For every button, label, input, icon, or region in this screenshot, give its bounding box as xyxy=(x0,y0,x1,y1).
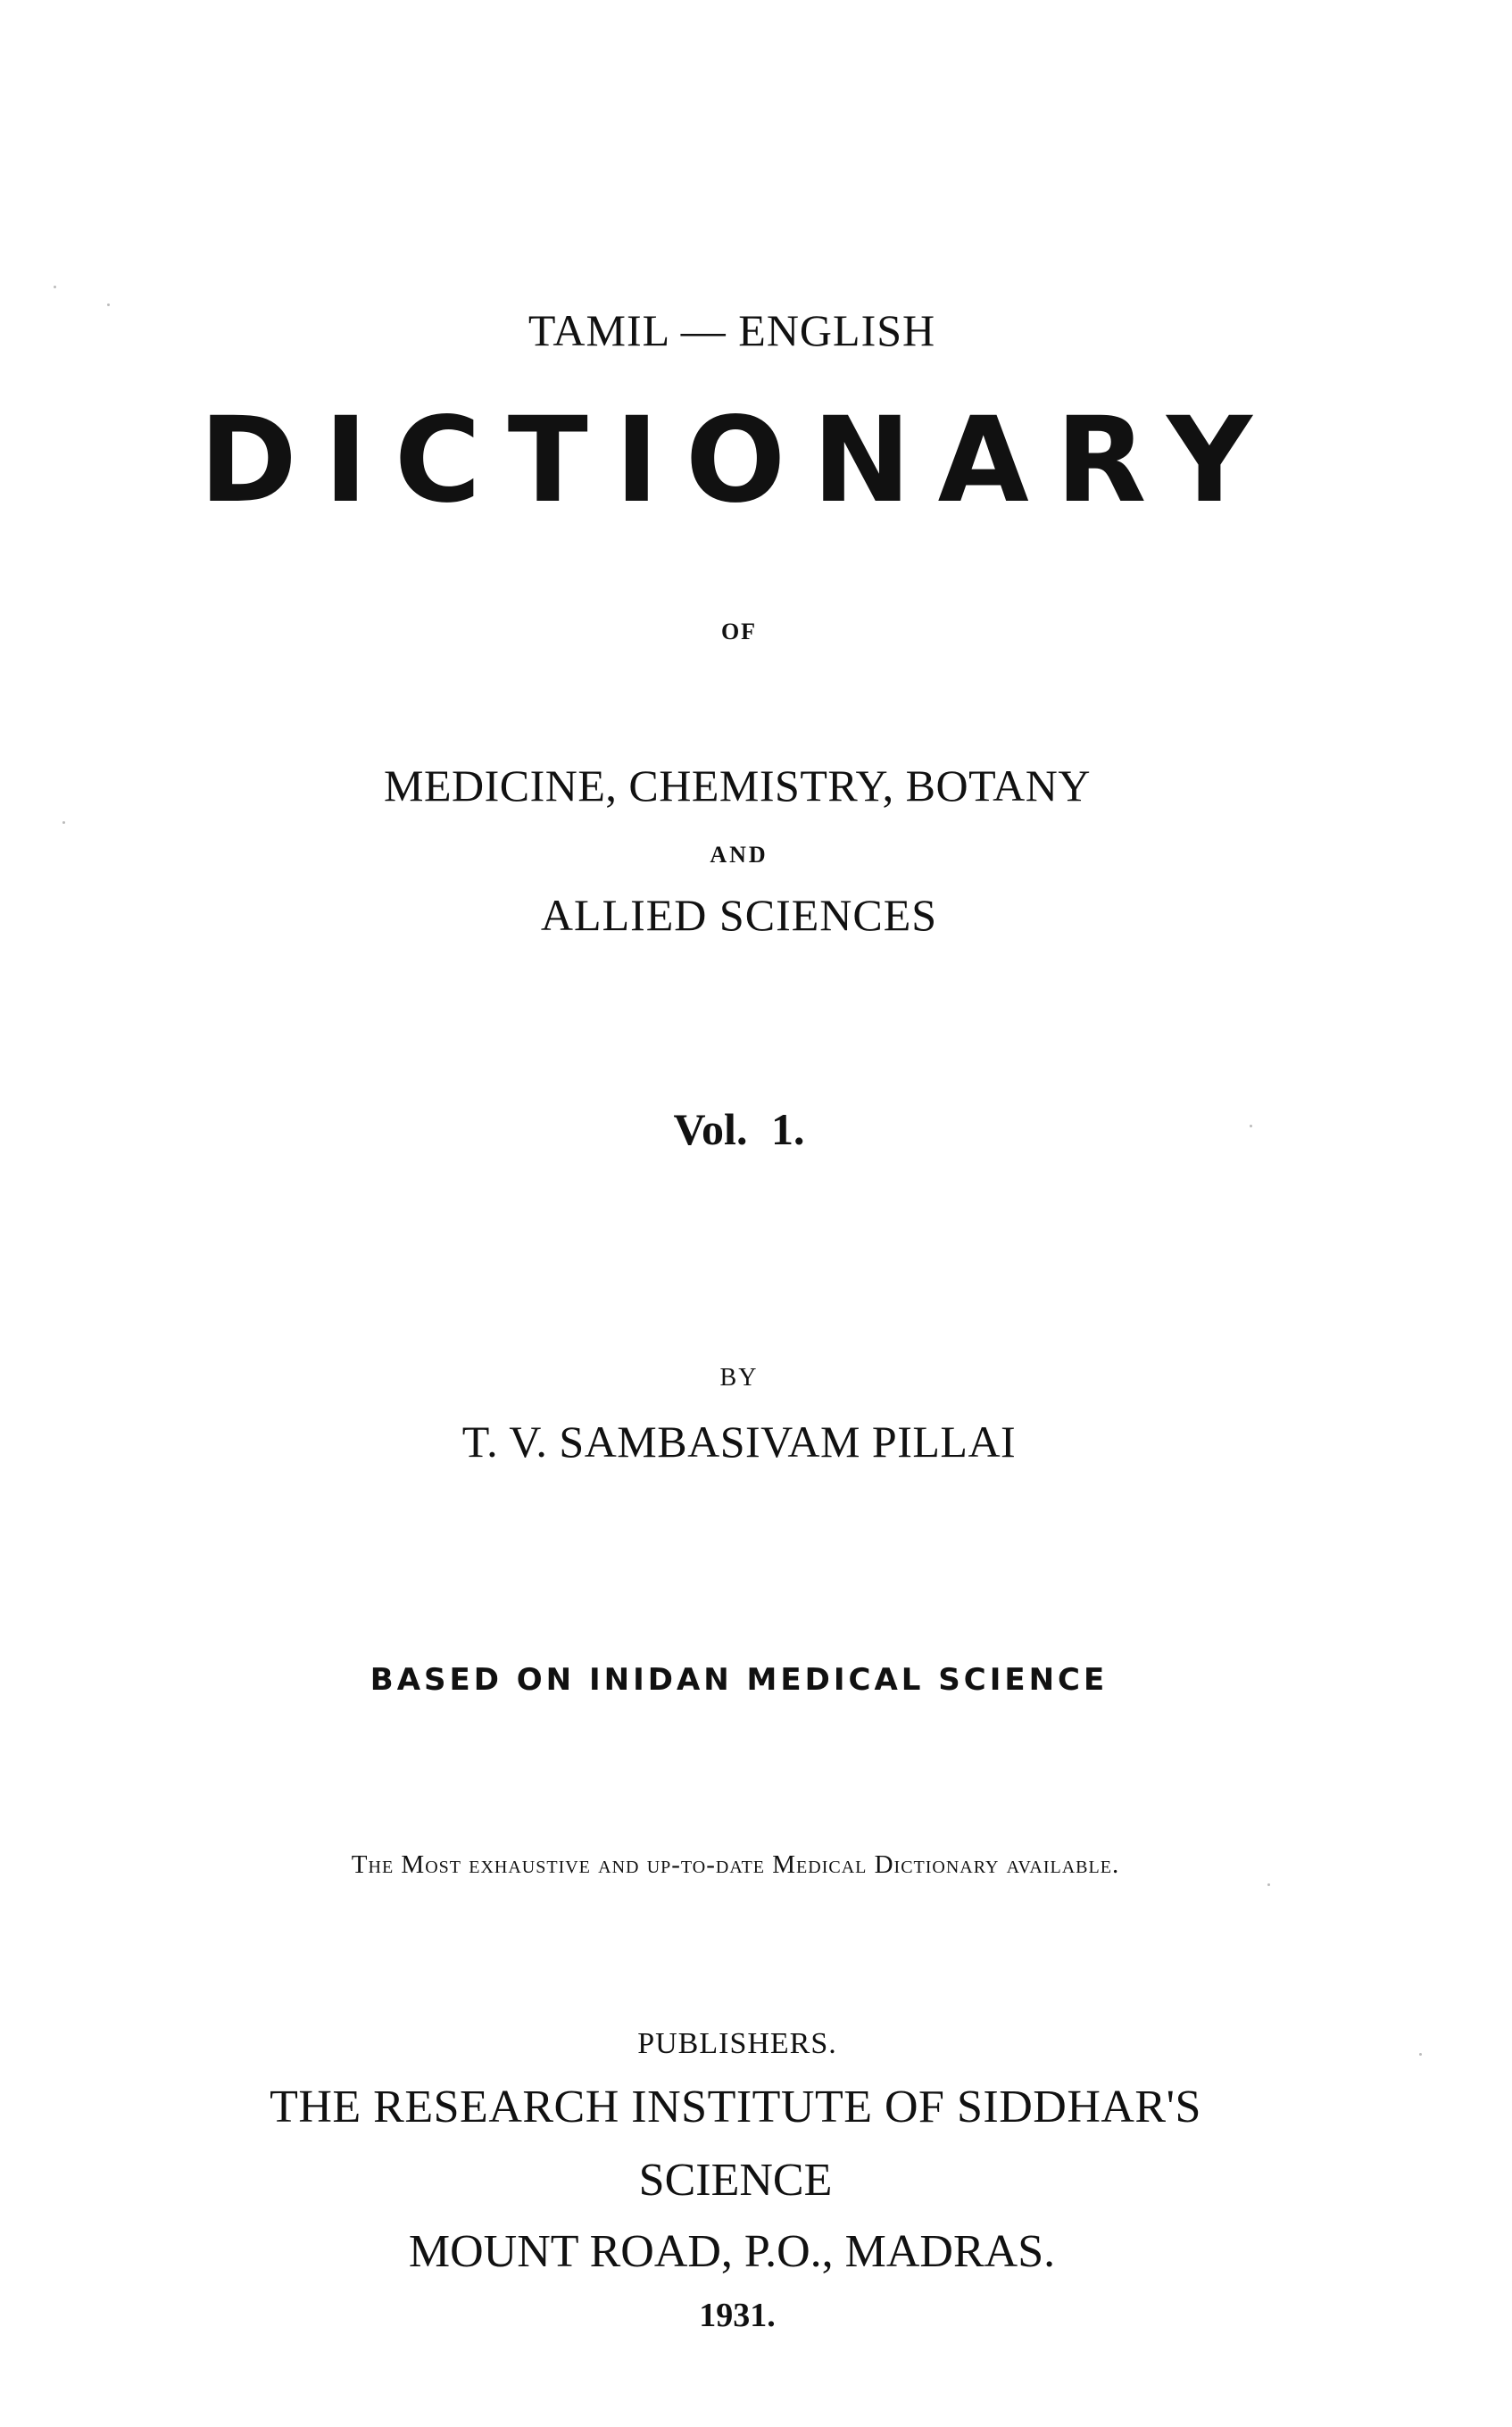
and-label: AND xyxy=(710,842,768,868)
publishers-label: PUBLISHERS. xyxy=(637,2027,837,2060)
publication-year: 1931. xyxy=(699,2297,776,2334)
scan-speck xyxy=(1419,2053,1422,2056)
scan-speck xyxy=(54,286,56,288)
scan-speck xyxy=(1267,1883,1270,1886)
tagline: The Most exhaustive and up-to-date Medical Dictionary available. xyxy=(351,1850,1120,1879)
publisher-address: MOUNT ROAD, P.O., MADRAS. xyxy=(408,2226,1056,2277)
volume-number: Vol. 1. xyxy=(673,1104,805,1154)
of-label: OF xyxy=(720,619,758,644)
scan-speck xyxy=(1250,1125,1252,1127)
scan-speck xyxy=(107,303,110,306)
main-title: DICTIONARY xyxy=(199,392,1279,529)
based-on-line: BASED ON INIDAN MEDICAL SCIENCE xyxy=(370,1662,1109,1698)
series-title: TAMIL — ENGLISH xyxy=(528,305,936,355)
author-name: T. V. SAMBASIVAM PILLAI xyxy=(461,1417,1017,1467)
by-label: BY xyxy=(719,1364,759,1392)
subjects-line: MEDICINE, CHEMISTRY, BOTANY xyxy=(384,761,1091,810)
publisher-name-line2: SCIENCE xyxy=(638,2155,833,2206)
publisher-name-line1: THE RESEARCH INSTITUTE OF SIDDHAR'S xyxy=(270,2082,1201,2132)
scan-speck xyxy=(62,821,65,824)
allied-sciences-line: ALLIED SCIENCES xyxy=(540,890,938,940)
